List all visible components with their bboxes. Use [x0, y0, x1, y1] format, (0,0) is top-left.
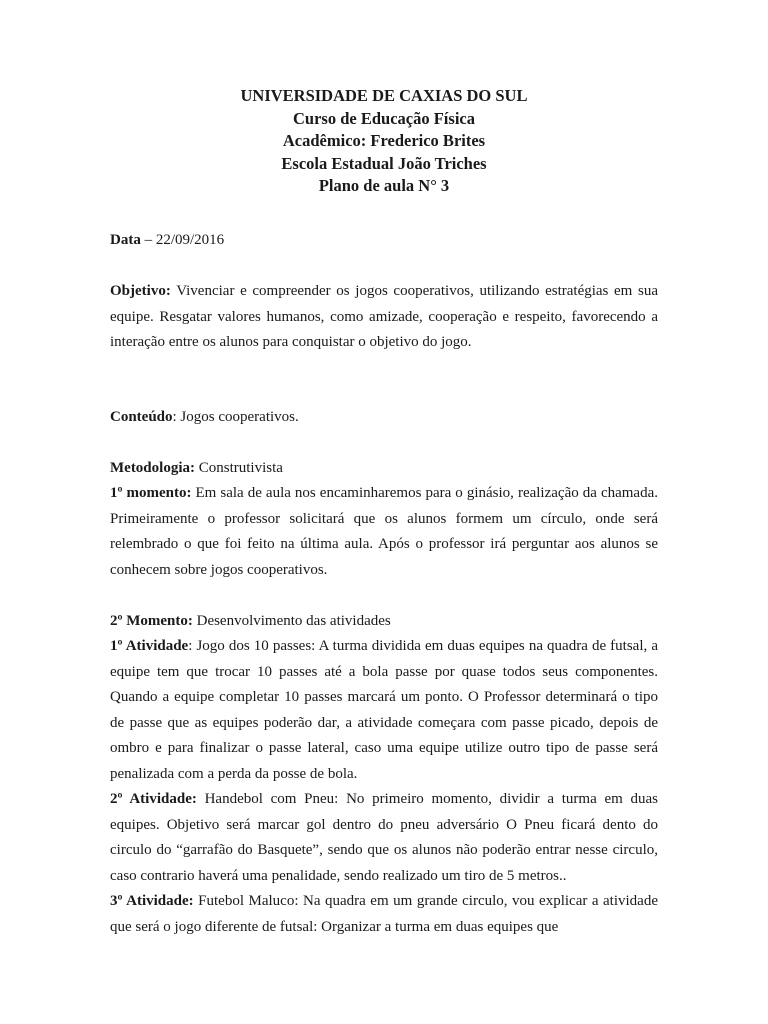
content-paragraph: [110, 405, 658, 431]
school-name: Escola Estadual João Triches: [281, 153, 487, 173]
moment2-label: 2º Momento:: [110, 612, 193, 629]
content-label: Conteúdo: [110, 408, 173, 425]
objective-label: Objetivo:: [110, 283, 171, 299]
content-text: : Jogos cooperativos.: [172, 408, 299, 425]
methodology-paragraph: [110, 456, 658, 482]
moment2-paragraph: [110, 609, 658, 635]
date-value: – 22/09/2016: [140, 232, 225, 248]
objective-text: Vivenciar e compreender os jogos cooperativos, utilizando estratégias em sua equipe. Resgatar valores humanos, como amizade, cooperação e respeito, favorecendo a interação entre os alunos para conquistar o objetivo do jogo.: [110, 283, 658, 350]
activity2-label: 2º Atividade:: [110, 791, 197, 807]
course-name: Curso de Educação Física: [293, 108, 475, 128]
document-header: [0, 85, 768, 198]
methodology-label: Metodologia:: [110, 459, 195, 476]
document-body: [110, 228, 658, 940]
moment1-paragraph: [110, 481, 658, 583]
activity1-paragraph: [110, 634, 658, 787]
moment1-label: 1º momento:: [110, 485, 192, 501]
activity1-text: : Jogo dos 10 passes: A turma dividida em duas equipes na quadra de futsal, a equipe tem que trocar 10 passes até a bola passe por quase todos seus componentes. Quando a equipe completar 10 passes marcará um ponto. O Professor determinará o tipo de passe que as equipes poderão dar, a atividade começara com passe picado, depois de ombro e para finalizar o passe lateral, caso uma equipe utilize outro tipo de passe será penalizada com a perda da posse de bola.: [110, 638, 658, 782]
activity3-paragraph: [110, 889, 658, 940]
activity3-text: Futebol Maluco: Na quadra em um grande circulo, vou explicar a atividade que será o jogo diferente de futsal: Organizar a turma em duas equipes que: [110, 893, 659, 935]
date-paragraph: [110, 228, 658, 254]
student-name: Acadêmico: Frederico Brites: [282, 131, 486, 150]
lesson-plan-title: Plano de aula N° 3: [318, 176, 450, 195]
objective-paragraph: [110, 279, 658, 356]
moment1-text: Em sala de aula nos encaminharemos para o ginásio, realização da chamada. Primeiramente o professor solicitará que os alunos formem um círculo, onde será relembrado o que foi feito na última aula. Após o professor irá perguntar aos alunos se conhecem sobre jogos cooperativos.: [110, 485, 658, 578]
activity2-paragraph: [110, 787, 658, 889]
university-name: UNIVERSIDADE DE CAXIAS DO SUL: [240, 86, 528, 105]
activity1-label: 1º Atividade: [110, 638, 189, 654]
date-label: Data: [110, 232, 141, 248]
moment2-text: Desenvolvimento das atividades: [192, 612, 391, 629]
activity2-text: Handebol com Pneu: No primeiro momento, dividir a turma em duas equipes. Objetivo será marcar gol dentro do pneu adversário O Pneu ficará dento do circulo do “garrafão do Basquete”, sendo que os alunos não poderão entrar nesse circulo, caso contrario haverá uma penalidade, sendo realizado um tiro de 5 metros..: [110, 791, 659, 884]
methodology-text: Construtivista: [194, 459, 283, 476]
activity3-label: 3º Atividade:: [110, 893, 194, 909]
